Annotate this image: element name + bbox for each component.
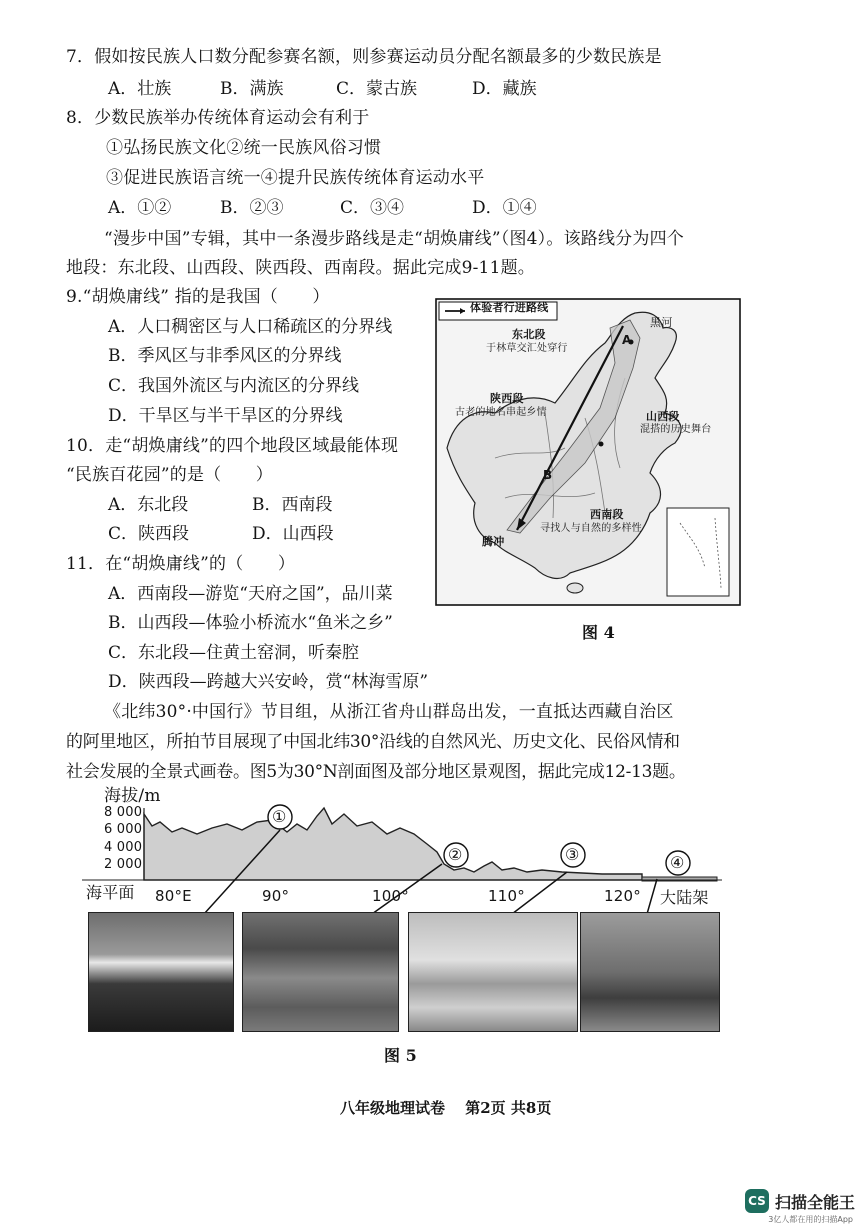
figure4-label-ne-desc: 于林草交汇处穿行 (486, 343, 568, 354)
q7-option-d: D．藏族 (472, 79, 537, 99)
figure5-xtick-100: 100° (372, 887, 409, 905)
q7-stem: 7．假如按民族人口数分配参赛名额，则参赛运动员分配名额最多的少数民族是 (66, 47, 662, 67)
scanner-logo-icon: CS (745, 1189, 769, 1213)
figure5-xtick-110: 110° (488, 887, 525, 905)
scanner-tagline: 3亿人都在用的扫描App (768, 1215, 853, 1224)
q9-option-b: B．季风区与非季风区的分界线 (108, 346, 342, 366)
q9-option-d: D．干旱区与半干旱区的分界线 (108, 406, 343, 426)
q10-option-c: C．陕西段 (108, 524, 190, 544)
figure4-label-tengchong: 腾冲 (482, 535, 505, 548)
q11-option-c: C．东北段—住黄土窑洞，听秦腔 (108, 643, 360, 663)
figure5-xtick-80: 80°E (155, 887, 192, 905)
scanner-brand (745, 1189, 855, 1213)
page-footer: 八年级地理试卷 第2页 共8页 (340, 1099, 552, 1117)
q10-option-a: A．东北段 (108, 495, 189, 515)
figure4-label-shanxi-desc: 混搭的历史舞台 (640, 424, 712, 435)
q11-stem: 11．在“胡焕庸线”的（ ） (66, 554, 296, 574)
figure5-marker-3: ③ (565, 845, 580, 864)
figure5-ytick-2000: 2 000 (104, 857, 143, 872)
q7-option-c: C．蒙古族 (336, 79, 418, 99)
q8-option-b: B．②③ (220, 198, 284, 218)
intro-9-11-line1: “漫步中国”专辑，其中一条漫步路线是走“胡焕庸线”（图4）。该路线分为四个 (104, 229, 684, 249)
figure4-label-sw-desc: 寻找人与自然的多样性 (540, 523, 642, 534)
figure5-caption: 图 5 (384, 1046, 417, 1065)
q8-item-line2: ③促进民族语言统一④提升民族传统体育运动水平 (106, 168, 485, 188)
figure5-xtick-90: 90° (262, 887, 290, 905)
figure5-ytick-8000: 8 000 (104, 805, 143, 820)
figure4-caption: 图 4 (582, 623, 615, 642)
figure4-label-a: A (622, 333, 632, 347)
q8-option-c: C．③④ (340, 198, 405, 218)
q11-option-d: D．陕西段—跨越大兴安岭，赏“林海雪原” (108, 672, 429, 692)
intro-12-13-line2: 的阿里地区，所拍节目展现了中国北纬30°沿线的自然风光、历史文化、民俗风情和 (66, 732, 680, 752)
figure4-map (435, 298, 741, 606)
figure5-sea-level: 海平面 (86, 883, 135, 902)
figure5-ytick-4000: 4 000 (104, 840, 143, 855)
figure4-label-shaanxi-title: 陕西段 (490, 392, 524, 405)
figure4-label-heihe: 黑河 (650, 316, 673, 329)
figure4-label-b: B (543, 468, 553, 482)
q10-option-d: D．山西段 (252, 524, 334, 544)
photo-3-river-plain (408, 912, 578, 1032)
q9-option-c: C．我国外流区与内流区的分界线 (108, 376, 360, 396)
figure5-marker-4: ④ (670, 853, 685, 872)
figure4-label-ne-title: 东北段 (512, 328, 546, 341)
figure5-marker-1: ① (272, 807, 287, 826)
q11-option-b: B．山西段—体验小桥流水“鱼米之乡” (108, 613, 393, 633)
q11-option-a: A．西南段—游览“天府之国”，品川菜 (108, 584, 393, 604)
scanner-brand-name: 扫描全能王 (774, 1192, 855, 1212)
figure5-shelf-label: 大陆架 (660, 888, 709, 907)
q7-option-a: A．壮族 (108, 79, 172, 99)
photo-2-terraced-valley (242, 912, 399, 1032)
figure4-legend-label: 体验者行进路线 (470, 301, 549, 314)
figure5-xtick-120: 120° (604, 887, 641, 905)
q9-option-a: A．人口稠密区与人口稀疏区的分界线 (108, 317, 393, 337)
q9-stem: 9.“胡焕庸线” 指的是我国（ ） (66, 287, 330, 307)
q8-stem: 8．少数民族举办传统体育运动会有利于 (66, 108, 370, 128)
q10-option-b: B．西南段 (252, 495, 333, 515)
intro-12-13-line1: 《北纬30°·中国行》节目组，从浙江省舟山群岛出发，一直抵达西藏自治区 (104, 702, 674, 722)
q7-option-b: B．满族 (220, 79, 284, 99)
intro-12-13-line3: 社会发展的全景式画卷。图5为30°N剖面图及部分地区景观图，据此完成12-13题。 (66, 762, 686, 782)
figure4-label-sw-title: 西南段 (590, 508, 624, 521)
q8-item-line1: ①弘扬民族文化②统一民族风俗习惯 (106, 138, 382, 158)
figure4-label-shanxi-title: 山西段 (646, 410, 680, 423)
photo-4-ship-port (580, 912, 720, 1032)
q8-option-a: A．①② (108, 198, 172, 218)
figure5-ytick-6000: 6 000 (104, 822, 143, 837)
q8-option-d: D．①④ (472, 198, 537, 218)
figure5-ylabel: 海拔/m (104, 786, 161, 806)
photo-1-snow-mountains (88, 912, 234, 1032)
south-sea-inset (667, 508, 729, 596)
intro-9-11-line2: 地段：东北段、山西段、陕西段、西南段。据此完成9-11题。 (66, 258, 535, 278)
figure4-label-shaanxi-desc: 古老的地名串起乡情 (455, 407, 547, 418)
q10-stem-line2: “民族百花园”的是（ ） (66, 465, 273, 485)
figure5-marker-2: ② (448, 845, 463, 864)
q10-stem-line1: 10．走“胡焕庸线”的四个地段区域最能体现 (66, 436, 399, 456)
